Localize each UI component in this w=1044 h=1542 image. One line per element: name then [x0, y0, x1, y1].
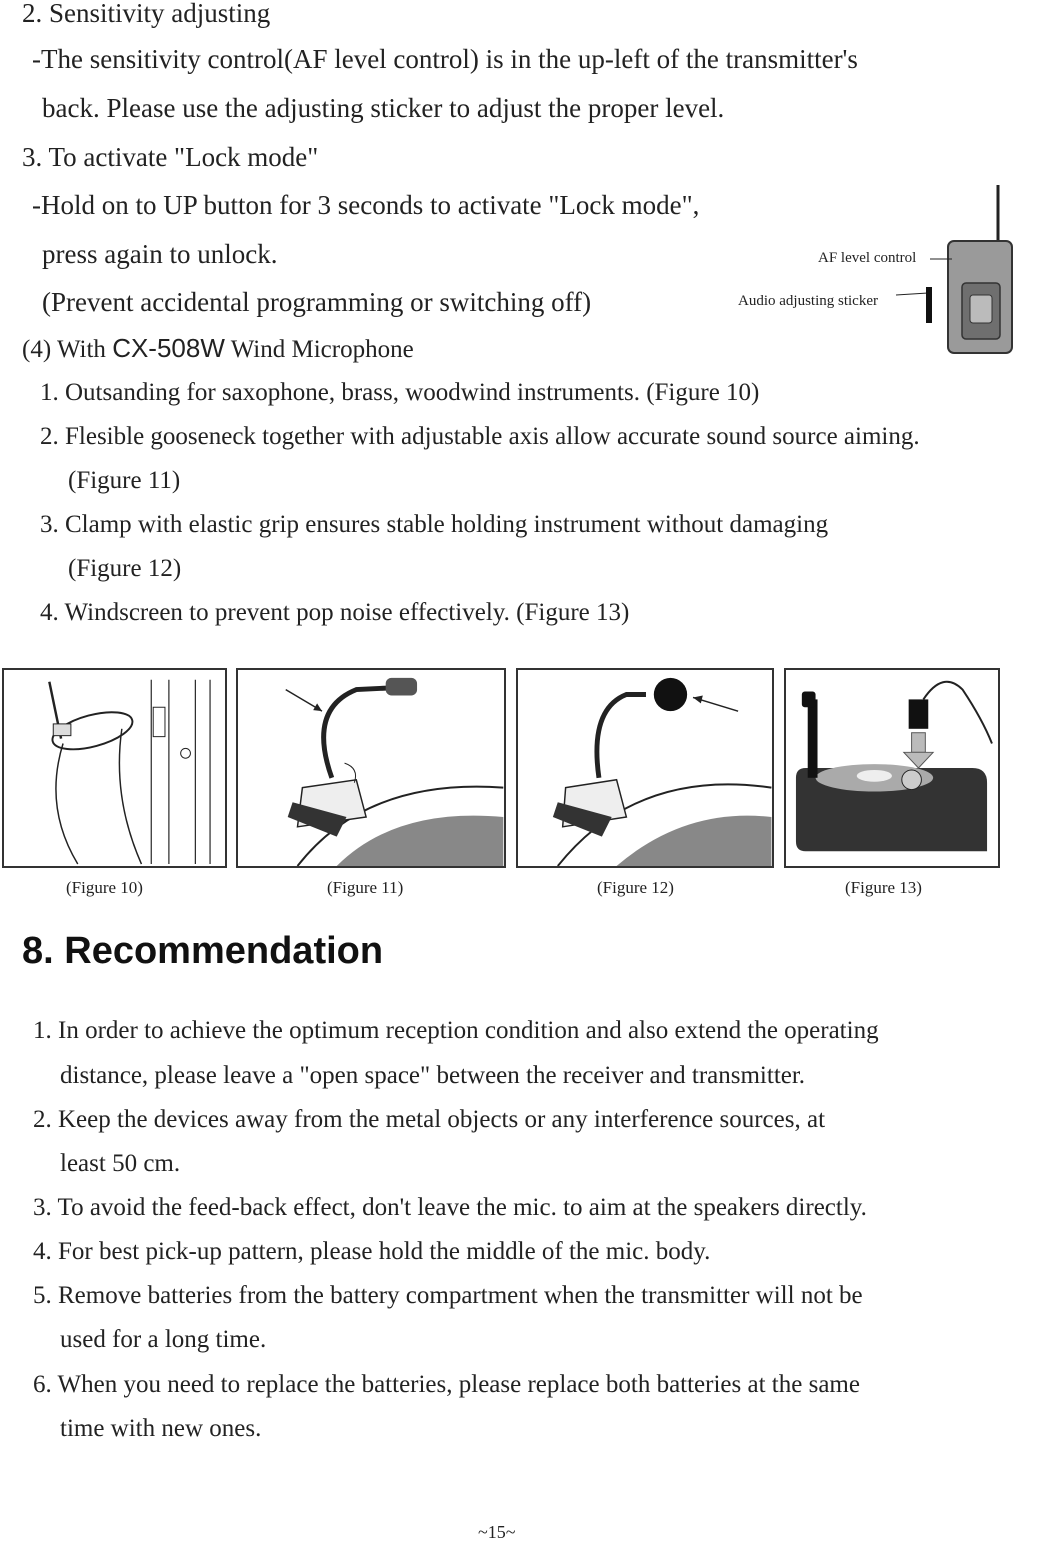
page-number: ~15~	[478, 1522, 516, 1542]
wind-mic-item: 4. Windscreen to prevent pop noise effectively. (Figure 13)	[40, 599, 630, 626]
lock-text-1: -Hold on to UP button for 3 seconds to activate "Lock mode",	[32, 190, 700, 220]
recommendation-line: 4. For best pick-up pattern, please hold the middle of the mic. body.	[33, 1238, 711, 1265]
sensitivity-heading: 2. Sensitivity adjusting	[22, 0, 271, 28]
sensitivity-text-1: -The sensitivity control(AF level control) is in the up-left of the transmitter's	[32, 44, 858, 74]
recommendation-line: 6. When you need to replace the batteries, please replace both batteries at the same	[33, 1371, 860, 1398]
lock-text-2: press again to unlock.	[42, 239, 278, 269]
figure-caption: (Figure 13)	[845, 878, 922, 897]
figure-caption: (Figure 12)	[597, 878, 674, 897]
figure-13-image	[784, 668, 1000, 868]
wind-mic-item: 2. Flesible gooseneck together with adjustable axis allow accurate sound source aiming.	[40, 423, 920, 450]
recommendation-line: distance, please leave a "open space" between the receiver and transmitter.	[60, 1062, 806, 1089]
figure-10-image	[2, 668, 227, 868]
wind-mic-heading	[22, 335, 414, 362]
af-level-label: AF level control	[818, 250, 917, 266]
recommendation-line: 3. To avoid the feed-back effect, don't leave the mic. to aim at the speakers directly.	[33, 1194, 867, 1221]
audio-sticker-label: Audio adjusting sticker	[738, 293, 878, 309]
figure-caption: (Figure 11)	[327, 878, 404, 897]
recommendation-line: 1. In order to achieve the optimum reception condition and also extend the operating	[33, 1017, 879, 1044]
lock-heading: 3. To activate "Lock mode"	[22, 142, 319, 172]
wind-mic-prefix: (4) With	[22, 336, 106, 363]
recommendation-line: 2. Keep the devices away from the metal objects or any interference sources, at	[33, 1106, 826, 1133]
wind-mic-item: (Figure 11)	[68, 467, 181, 494]
lock-text-3: (Prevent accidental programming or switching off)	[42, 287, 592, 317]
recommendation-line: used for a long time.	[60, 1326, 267, 1353]
wind-mic-item: 1. Outsanding for saxophone, brass, woodwind instruments. (Figure 10)	[40, 379, 760, 406]
figure-12-image	[516, 668, 774, 868]
wind-mic-item: 3. Clamp with elastic grip ensures stable holding instrument without damaging	[40, 511, 829, 538]
wind-mic-item: (Figure 12)	[68, 555, 182, 582]
wind-mic-suffix: Wind Microphone	[230, 336, 414, 363]
recommendation-line: 5. Remove batteries from the battery compartment when the transmitter will not be	[33, 1282, 863, 1309]
figure-11-image	[236, 668, 506, 868]
recommendation-line: time with new ones.	[60, 1415, 262, 1442]
transmitter-illustration	[890, 183, 1020, 358]
wind-mic-model: CX-508W	[112, 333, 225, 363]
recommendation-line: least 50 cm.	[60, 1150, 181, 1177]
recommendation-title: 8. Recommendation	[22, 930, 384, 972]
sensitivity-text-2: back. Please use the adjusting sticker to adjust the proper level.	[42, 93, 725, 123]
figure-caption: (Figure 10)	[66, 878, 143, 897]
